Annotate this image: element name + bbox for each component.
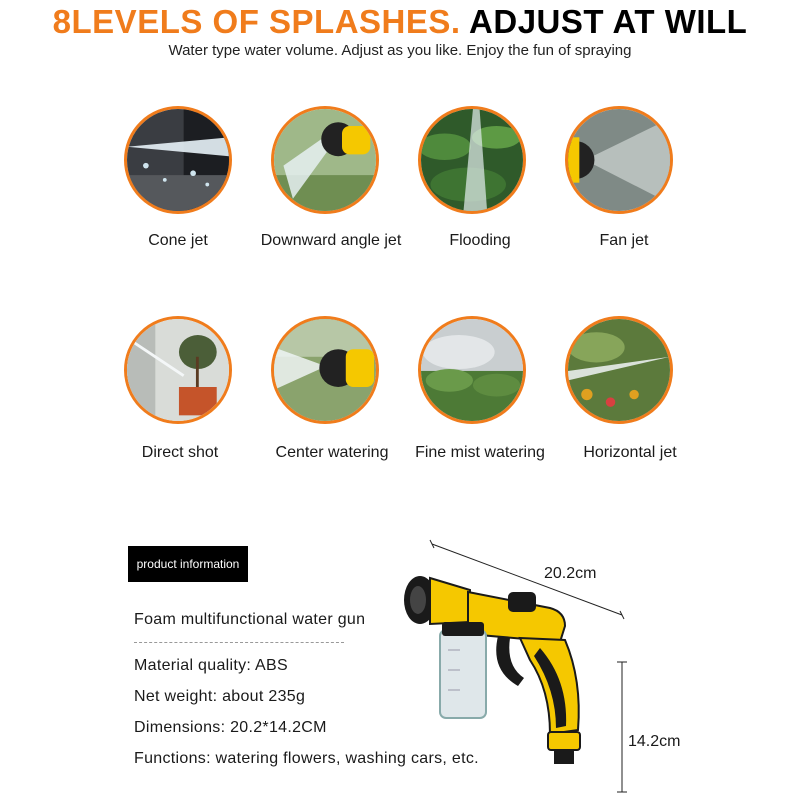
mode-label-center-watering: Center watering <box>275 444 389 461</box>
fan-jet-photo <box>565 106 673 214</box>
divider <box>134 642 344 643</box>
title-black: ADJUST AT WILL <box>469 3 748 40</box>
product-information-badge: product information <box>128 546 248 582</box>
water-gun-image <box>390 530 650 795</box>
mode-label-cone-jet: Cone jet <box>148 232 208 249</box>
flooding-photo <box>418 106 526 214</box>
mode-label-fan-jet: Fan jet <box>599 232 649 249</box>
subtitle: Water type water volume. Adjust as you like. Enjoy the fun of spraying <box>168 42 632 59</box>
width-dimension-label: 20.2cm <box>544 565 597 582</box>
product-dimensions: Dimensions: 20.2*14.2CM <box>134 719 327 736</box>
product-functions: Functions: watering flowers, washing cars, etc. <box>134 750 479 767</box>
direct-shot-photo <box>124 316 232 424</box>
height-dimension-label: 14.2cm <box>628 733 681 750</box>
mode-label-flooding: Flooding <box>449 232 511 249</box>
cone-jet-photo <box>124 106 232 214</box>
mode-label-horizontal-jet: Horizontal jet <box>583 444 677 461</box>
horizontal-jet-photo <box>565 316 673 424</box>
title-orange: 8LEVELS OF SPLASHES. <box>52 3 461 40</box>
mode-label-direct-shot: Direct shot <box>141 444 219 461</box>
center-watering-photo <box>271 316 379 424</box>
downward-angle-jet-photo <box>271 106 379 214</box>
product-name: Foam multifunctional water gun <box>134 611 366 628</box>
mode-label-fine-mist-watering: Fine mist watering <box>415 444 545 461</box>
fine-mist-photo <box>418 316 526 424</box>
product-material: Material quality: ABS <box>134 657 288 674</box>
mode-label-downward-angle-jet: Downward angle jet <box>260 232 402 249</box>
page-title <box>0 4 800 40</box>
product-weight: Net weight: about 235g <box>134 688 306 705</box>
